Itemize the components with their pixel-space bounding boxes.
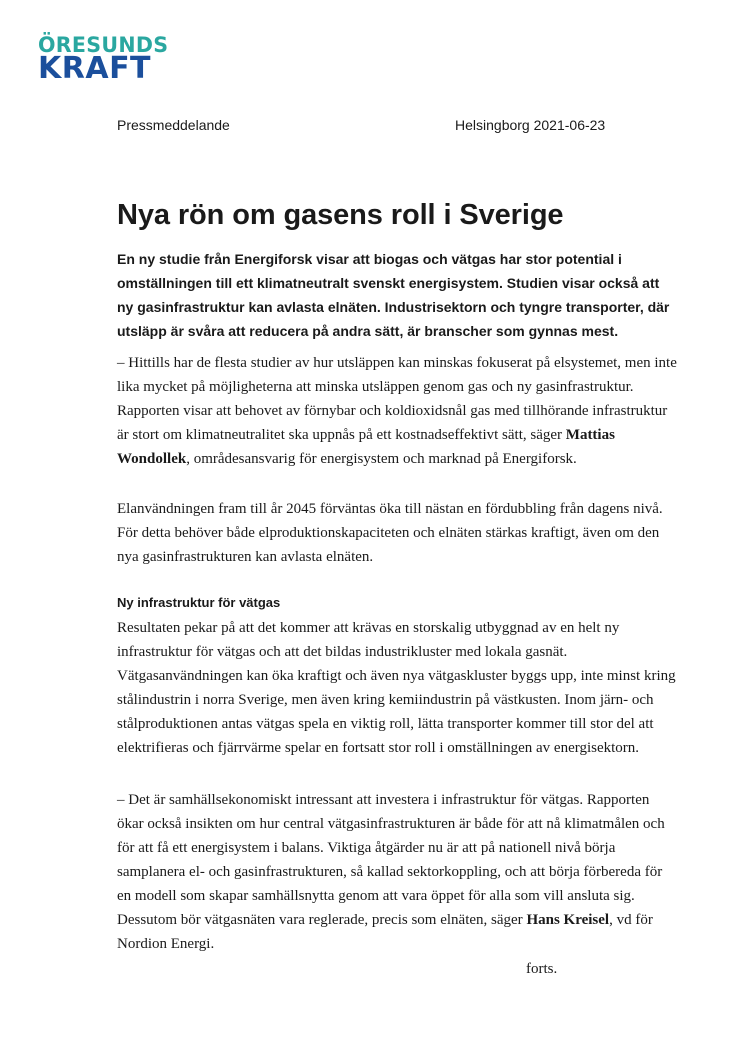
logo-line2: KRAFT <box>38 51 152 86</box>
paragraph-4-text-a: – Det är samhällsekonomiskt intressant att investera i infrastruktur för vätgas. Rapporten ökar också insikten om hur central vätgasinfrastrukturen är både för att nå klimatmålen och för att få ett energisystem i balans. Viktiga åtgärder nu är att på nationell nivå börja samplanera el- och gasinfrastrukturen, så kallad sektorkoppling, och att börja förbereda för en modell som skapar samhällsnytta genom att vara öppet för alla som vill ansluta sig. Dessutom bör vätgasnäten vara reglerade, precis som elnäten, säger <box>117 792 665 928</box>
page-title: Nya rön om gasens roll i Sverige <box>117 199 564 231</box>
paragraph-4-text-b: , vd för Nordion Energi. <box>117 912 653 952</box>
section-heading: Ny infrastruktur för vätgas <box>117 595 281 610</box>
paragraph-2: Elanvändningen fram till år 2045 förväntas öka till nästan en fördubbling från dagens nivå. För detta behöver både elproduktionskapaciteten och elnäten stärkas kraftigt, även om den nya gasinfrastrukturen kan avlasta elnäten. <box>117 501 663 565</box>
place-date: Helsingborg 2021-06-23 <box>455 117 606 133</box>
paragraph-1 <box>117 351 677 471</box>
continued-marker: forts. <box>526 961 558 977</box>
speaker-name-1: Mattias Wondollek <box>117 427 615 467</box>
document-type: Pressmeddelande <box>117 117 230 133</box>
lede-paragraph: En ny studie från Energiforsk visar att biogas och vätgas har stor potential i omställningen till ett klimatneutralt svenskt energisystem. Studien visar också att ny gasinfrastruktur kan avlasta elnäten. Industrisektorn och tyngre transporter, där utsläpp är svåra att reducera på andra sätt, är branscher som gynnas mest. <box>117 251 670 339</box>
logo-line1: ÖRESUNDS <box>38 33 169 57</box>
paragraph-4 <box>117 788 677 956</box>
paragraph-1-text-b: , områdesansvarig för energisystem och marknad på Energiforsk. <box>186 451 577 467</box>
paragraph-1-text-a: – Hittills har de flesta studier av hur utsläppen kan minskas fokuserat på elsystemet, men inte lika mycket på möjligheterna att minska utsläppen genom gas och ny gasinfrastruktur. Rapporten visar att behovet av förnybar och koldioxidsnål gas med tillhörande infrastruktur är stort om klimatneutralitet ska uppnås på ett kostnadseffektivt sätt, säger <box>117 355 677 443</box>
oresunds-kraft-logo <box>38 35 171 84</box>
speaker-name-2: Hans Kreisel <box>526 912 610 928</box>
paragraph-3: Resultaten pekar på att det kommer att krävas en storskalig utbyggnad av en helt ny infrastruktur för vätgas och att det bildas industrikluster med lokala gasnät. Vätgasanvändningen kan öka kraftigt och även nya vätgaskluster byggs upp, inte minst kring stålindustrin i norra Sverige, men även kring kemiindustrin på västkusten. Inom järn- och stålproduktionen antas vätgas spela en viktig roll, lätta transporter kommer till stor del att elektrifieras och fjärrvärme spelar en fortsatt stor roll i omställningen av energisektorn. <box>117 620 676 756</box>
